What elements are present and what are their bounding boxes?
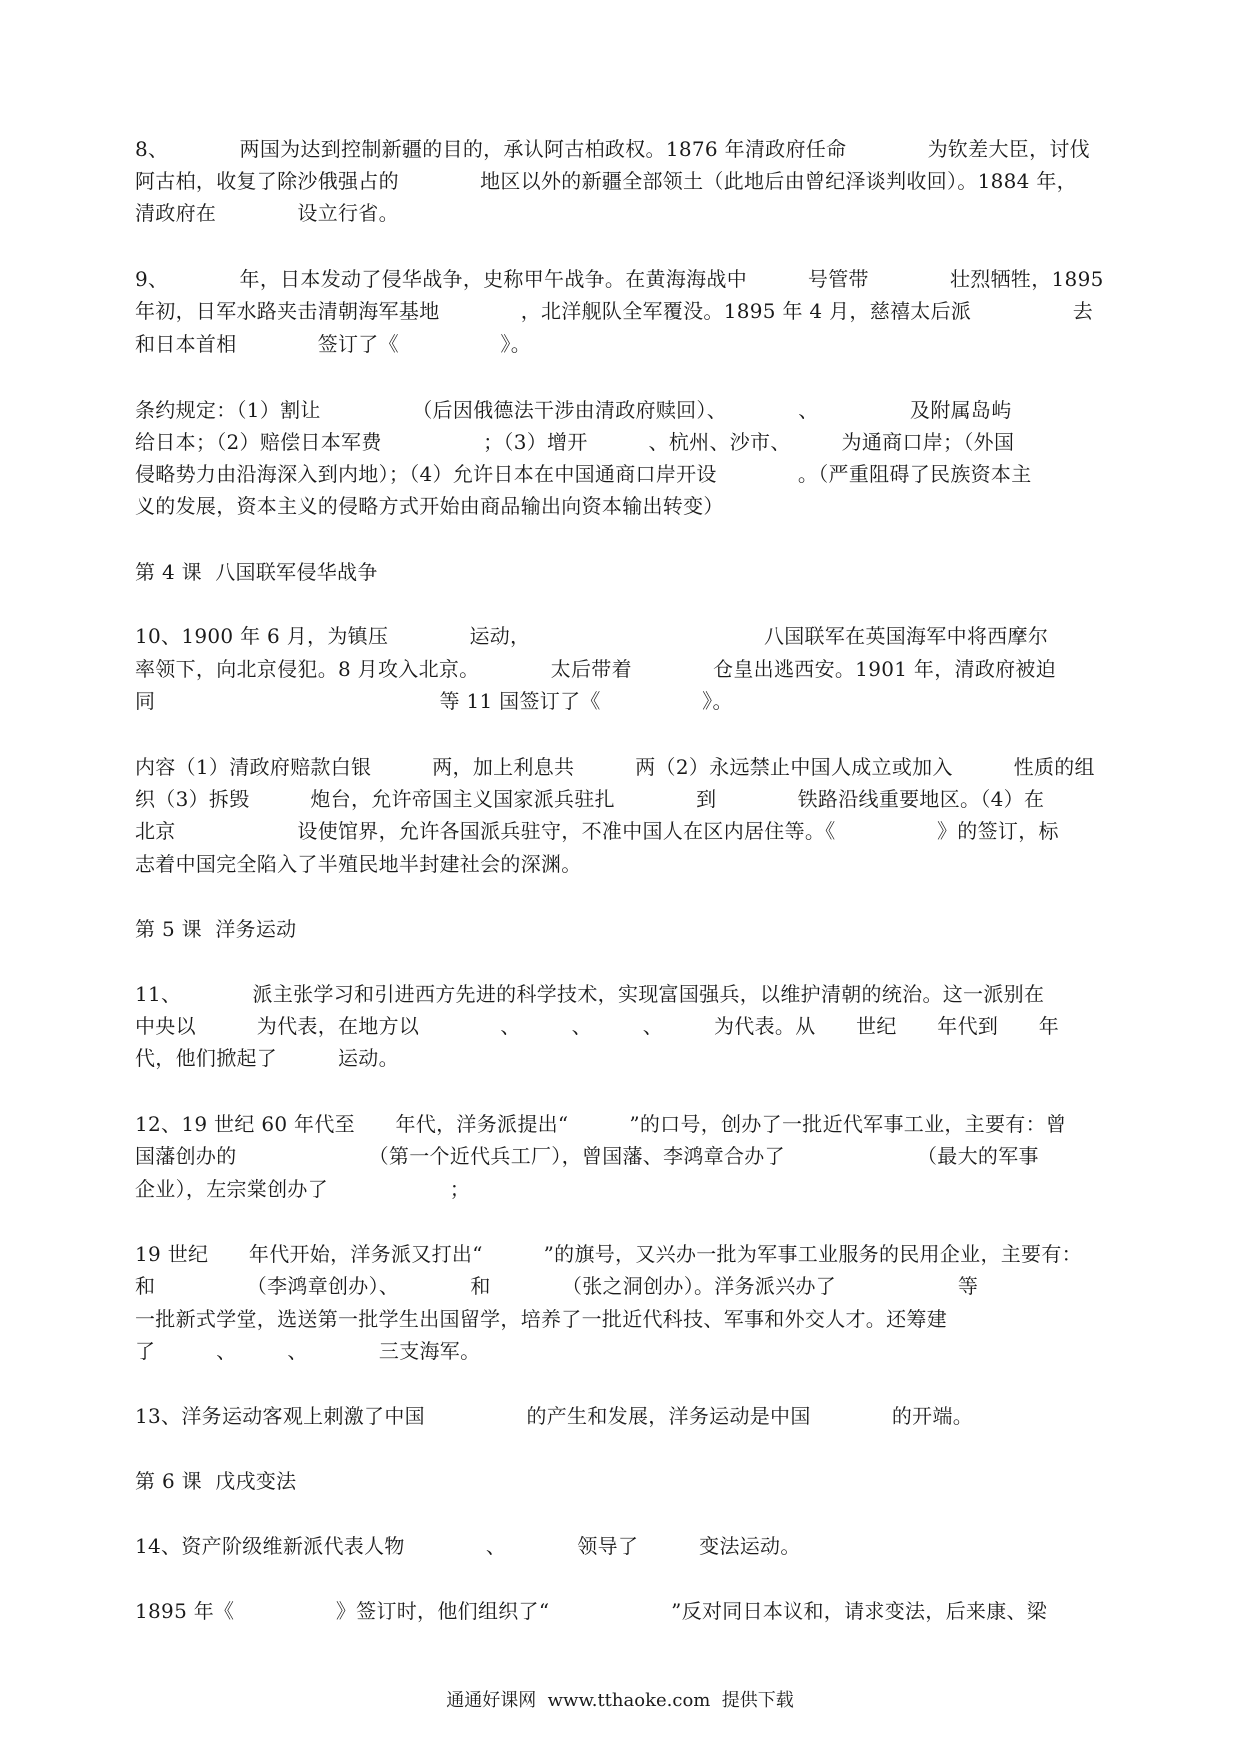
paragraph-11-line-2: 中央以 为代表，在地方以 、 、 、 为代表。从 世纪 年代到 年 xyxy=(135,1014,1060,1038)
paragraph-9-line-2: 年初，日军水路夹击清朝海军基地 ，北洋舰队全军覆没。1895 年 4 月，慈禧太后派 去 xyxy=(135,299,1093,323)
paragraph-10-line-1: 10、1900 年 6 月，为镇压 运动， 八国联军在英国海军中将西摩尔 xyxy=(135,624,1049,648)
paragraph-9-line-1: 9、 年，日本发动了侵华战争，史称甲午战争。在黄海海战中 号管带 壮烈牺牲，1895 xyxy=(135,267,1104,291)
paragraph-1895: 1895 年《 》签订时，他们组织了“ ”反对同日本议和，请求变法，后来康、梁 xyxy=(135,1599,1048,1623)
paragraph-9-line-3: 和日本首相 签订了《 》。 xyxy=(135,332,531,356)
paragraph-8-line-2: 阿古柏，收复了除沙俄强占的 地区以外的新疆全部领土（此地后由曾纪泽谈判收回）。1884 年， xyxy=(135,169,1077,193)
lesson-5-heading: 第 5 课 洋务运动 xyxy=(135,917,297,941)
treaty-content-line-1: 内容（1）清政府赔款白银 两，加上利息共 两（2）永远禁止中国人成立或加入 性质的组 xyxy=(135,755,1095,779)
treaty-terms-line-1: 条约规定：（1）割让 （后因俄德法干涉由清政府赎回）、 、 及附属岛屿 xyxy=(135,398,1012,422)
paragraph-19c-line-4: 了 、 、 三支海军。 xyxy=(135,1339,481,1363)
paragraph-8-line-3: 清政府在 设立行省。 xyxy=(135,201,399,225)
treaty-content-line-3: 北京 设使馆界，允许各国派兵驻守，不准中国人在区内居住等。《 》的签订，标 xyxy=(135,819,1059,843)
paragraph-19c-line-3: 一批新式学堂，选送第一批学生出国留学，培养了一批近代科技、军事和外交人才。还筹建 xyxy=(135,1307,947,1331)
paragraph-19c-line-1: 19 世纪 年代开始，洋务派又打出“ ”的旗号，又兴办一批为军事工业服务的民用企业，主要有： xyxy=(135,1242,1082,1266)
lesson-6-heading: 第 6 课 戊戌变法 xyxy=(135,1469,297,1493)
treaty-terms-line-2: 给日本；（2）赔偿日本军费 ；（3）增开 、杭州、沙市、 为通商口岸；（外国 xyxy=(135,430,1015,454)
paragraph-12-line-3: 企业），左宗棠创办了 ； xyxy=(135,1177,471,1201)
paragraph-12-line-2: 国藩创办的 （第一个近代兵工厂），曾国藩、李鸿章合办了 （最大的军事 xyxy=(135,1144,1039,1168)
treaty-content-line-4: 志着中国完全陷入了半殖民地半封建社会的深渊。 xyxy=(135,852,582,876)
paragraph-14: 14、资产阶级维新派代表人物 、 领导了 变法运动。 xyxy=(135,1534,801,1558)
treaty-content-line-2: 织（3）拆毁 炮台，允许帝国主义国家派兵驻扎 到 铁路沿线重要地区。（4）在 xyxy=(135,787,1045,811)
lesson-4-heading: 第 4 课 八国联军侵华战争 xyxy=(135,560,378,584)
paragraph-10-line-3: 同 等 11 国签订了《 》。 xyxy=(135,689,733,713)
paragraph-8-line-1: 8、 两国为达到控制新疆的目的，承认阿古柏政权。1876 年清政府任命 为钦差大臣，讨伐 xyxy=(135,137,1090,161)
paragraph-12-line-1: 12、19 世纪 60 年代至 年代，洋务派提出“ ”的口号，创办了一批近代军事工业，主要有：曾 xyxy=(135,1112,1067,1136)
paragraph-13: 13、洋务运动客观上刺激了中国 的产生和发展，洋务运动是中国 的开端。 xyxy=(135,1404,974,1428)
paragraph-11-line-3: 代，他们掀起了 运动。 xyxy=(135,1046,399,1070)
paragraph-19c-line-2: 和 （李鸿章创办）、 和 （张之洞创办）。洋务派兴办了 等 xyxy=(135,1274,979,1298)
footer-source-note: 通通好课网 www.tthaoke.com 提供下载 xyxy=(446,1690,794,1711)
paragraph-10-line-2: 率领下，向北京侵犯。8 月攻入北京。 太后带着 仓皇出逃西安。1901 年，清政府被迫 xyxy=(135,657,1057,681)
treaty-terms-line-3: 侵略势力由沿海深入到内地）；（4）允许日本在中国通商口岸开设 。（严重阻碍了民族资本主 xyxy=(135,462,1032,486)
treaty-terms-line-4: 义的发展，资本主义的侵略方式开始由商品输出向资本输出转变） xyxy=(135,494,724,518)
paragraph-11-line-1: 11、 派主张学习和引进西方先进的科学技术，实现富国强兵，以维护清朝的统治。这一派别在 xyxy=(135,982,1045,1006)
